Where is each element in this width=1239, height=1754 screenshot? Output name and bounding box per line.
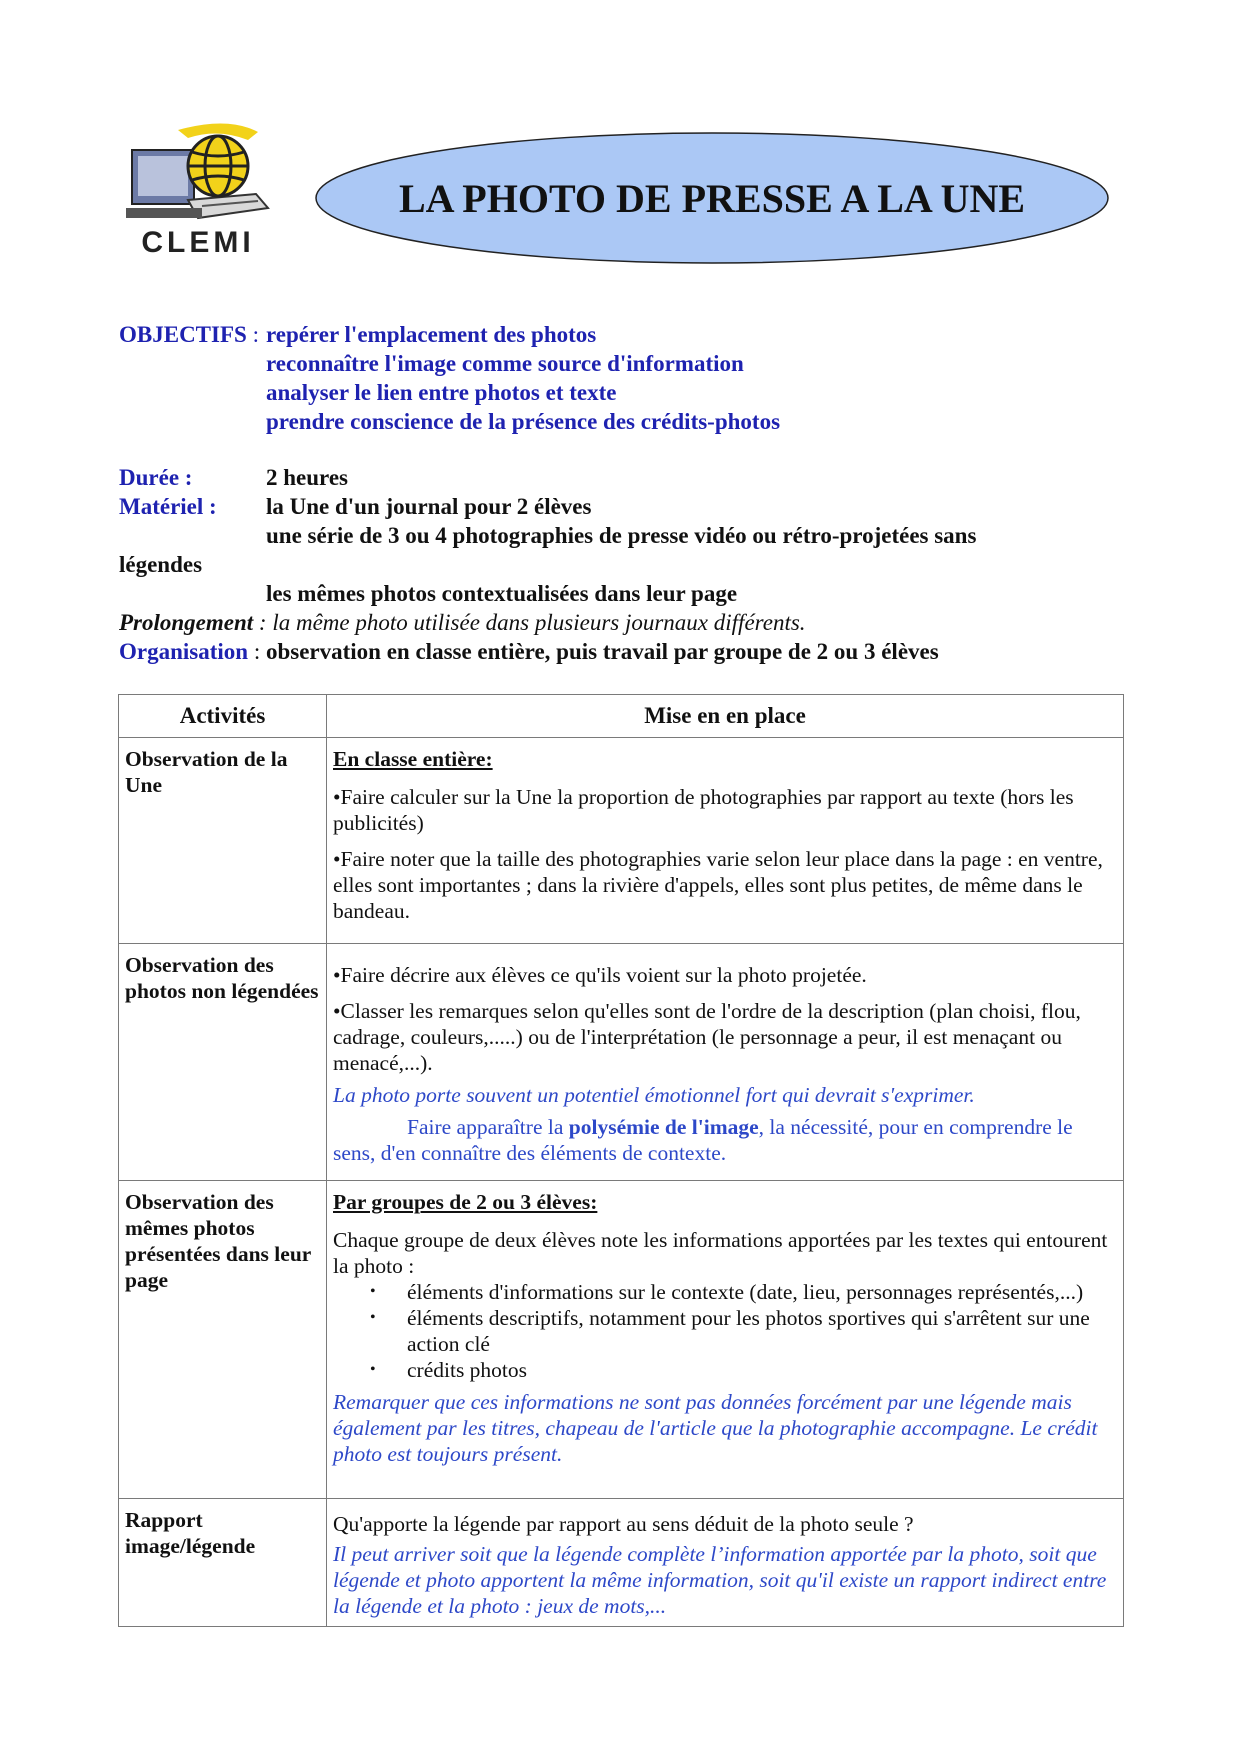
organisation-text: observation en classe entière, puis travail par groupe de 2 ou 3 élèves [265, 639, 939, 664]
organisation [119, 637, 939, 666]
objectif-item-1: repérer l'emplacement des photos [266, 322, 597, 347]
objectifs-label: OBJECTIFS [119, 322, 247, 347]
row-note: Remarquer que ces informations ne sont pas données forcément par une légende mais également par les titres, chapeau de l'article que la photographie accompagne. Le crédit photo est toujours présent. [333, 1390, 1098, 1466]
objectifs-line-1 [119, 320, 259, 349]
materiel-line-3: les mêmes photos contextualisées dans leur page [266, 581, 738, 606]
row-paragraph: •Faire décrire aux élèves ce qu'ils voient sur la photo projetée. [333, 963, 867, 987]
organisation-sep: : [248, 639, 266, 664]
table-row [119, 1181, 1124, 1499]
list-item: • éléments descriptifs, notamment pour les photos sportives qui s'arrêtent sur une action clé [407, 1305, 1117, 1357]
row-paragraph: Chaque groupe de deux élèves note les informations apportées par les textes qui entourent la photo : [333, 1228, 1108, 1278]
objectif-item-4: prendre conscience de la présence des crédits-photos [266, 409, 781, 434]
info-list [333, 1279, 1117, 1383]
content-cell [327, 944, 1124, 1181]
activity-cell: Observation des photos non légendées [119, 944, 327, 1181]
prolongement [119, 608, 806, 637]
content-cell [327, 738, 1124, 944]
row-note: Il peut arriver soit que la légende complète l’information apportée par la photo, soit que légende et photo apportent la même information, soit qu'il existe un rapport indirect entre la légende et la photo : jeux de mots,... [333, 1542, 1107, 1618]
table-row [119, 738, 1124, 944]
note2-c: , la nécessité, pour en comprendre le sens, d'en connaître des éléments de contexte. [333, 1115, 1073, 1165]
row-note-2 [333, 1114, 1117, 1166]
list-item: • éléments d'informations sur le contexte (date, lieu, personnages représentés,...) [407, 1279, 1117, 1305]
row-paragraph: •Faire noter que la taille des photographies varie selon leur place dans la page : en ventre, elles sont importantes ; dans la rivière d'appels, elles sont plus petites, de même dans le bandeau. [333, 847, 1103, 923]
row-paragraph: Qu'apporte la légende par rapport au sens déduit de la photo seule ? [333, 1512, 914, 1536]
table-row [119, 1499, 1124, 1627]
activities-table [118, 694, 1124, 1627]
table-header-row [119, 695, 1124, 738]
duree-value: 2 heures [266, 465, 348, 490]
header-activites: Activités [119, 695, 327, 738]
clemi-logo [118, 122, 278, 264]
objectif-item-2: reconnaître l'image comme source d'information [266, 351, 744, 376]
note2-bold: polysémie de l'image [568, 1115, 759, 1139]
activity-cell: Observation de la Une [119, 738, 327, 944]
content-cell [327, 1499, 1124, 1627]
row-note: La photo porte souvent un potentiel émotionnel fort qui devrait s'exprimer. [333, 1083, 975, 1107]
note2-a: Faire apparaître la [407, 1115, 569, 1139]
globe-computer-icon [118, 122, 278, 232]
page-title: LA PHOTO DE PRESSE A LA UNE [398, 175, 1026, 221]
materiel-line-1: la Une d'un journal pour 2 élèves [266, 494, 592, 519]
row-paragraph: •Faire calculer sur la Une la proportion de photographies par rapport au texte (hors les publicités) [333, 785, 1074, 835]
objectif-item-3: analyser le lien entre photos et texte [266, 380, 617, 405]
row-heading: En classe entière: [333, 747, 493, 771]
row-paragraph: •Classer les remarques selon qu'elles sont de l'ordre de la description (plan choisi, flou, cadrage, couleurs,.....) ou de l'interprétation (le personnage a peur, il est menaçant ou menacé,...). [333, 999, 1081, 1075]
duree-label: Durée : [119, 465, 193, 490]
organisation-label: Organisation [119, 639, 249, 664]
materiel-line-2: une série de 3 ou 4 photographies de presse vidéo ou rétro-projetées sans [266, 523, 977, 548]
table-row [119, 944, 1124, 1181]
content-cell [327, 1181, 1124, 1499]
logo-text: CLEMI [141, 226, 255, 259]
prolongement-label: Prolongement [119, 610, 254, 635]
objectifs-sep: : [246, 322, 259, 347]
materiel-label: Matériel : [119, 494, 217, 519]
header-mise-en-place: Mise en en place [327, 695, 1124, 738]
activity-cell: Rapport image/légende [119, 1499, 327, 1627]
activity-cell: Observation des mêmes photos présentées dans leur page [119, 1181, 327, 1499]
list-item: • crédits photos [407, 1357, 1117, 1383]
row-heading: Par groupes de 2 ou 3 élèves: [333, 1190, 598, 1214]
prolongement-text: : la même photo utilisée dans plusieurs journaux différents. [253, 610, 806, 635]
materiel-line-2-cont: légendes [119, 552, 203, 577]
